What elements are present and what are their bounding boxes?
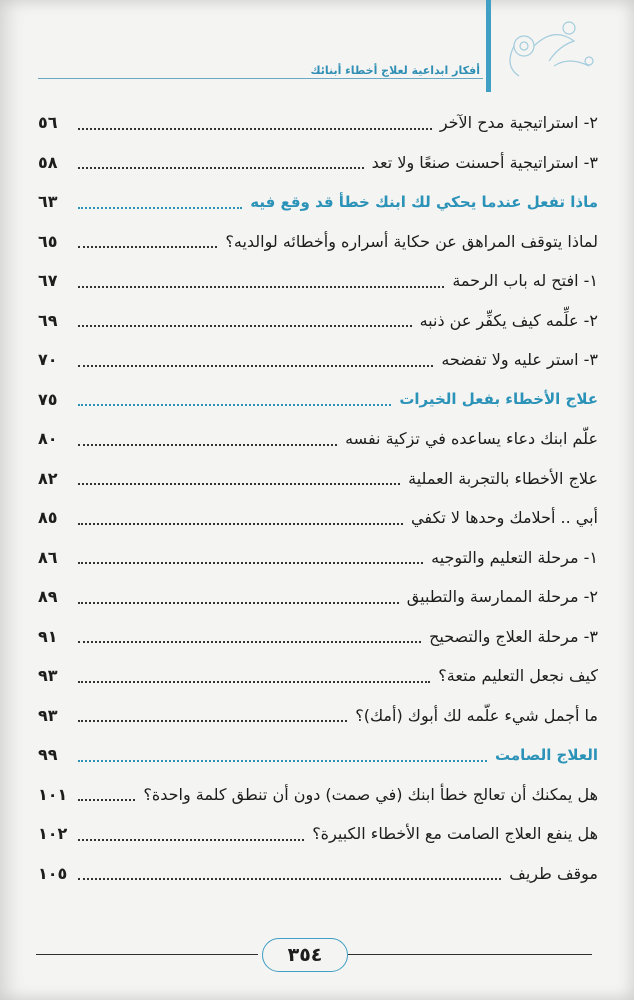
toc-entry-row [38, 340, 598, 380]
toc-entry-title: موقف طريف [509, 863, 598, 883]
toc-page-number: ٧٠ [38, 350, 58, 370]
floral-ornament-icon [494, 6, 614, 86]
toc-page-number: ٦٣ [38, 192, 58, 212]
header-accent-bar [486, 0, 491, 92]
toc-page-number: ٨٥ [38, 508, 58, 528]
dot-leader [78, 523, 403, 525]
toc-section-row [38, 380, 598, 420]
toc-page-number: ٧٥ [38, 389, 58, 409]
toc-entry-title: ١- مرحلة التعليم والتوجيه [431, 547, 598, 567]
dot-leader [78, 760, 487, 762]
dot-leader [78, 602, 399, 604]
toc-section-row [38, 182, 598, 222]
toc-entry-title: ١- افتح له باب الرحمة [452, 271, 598, 291]
toc-section-title: علاج الأخطاء بفعل الخيرات [399, 390, 598, 409]
toc-page-number: ١٠٥ [38, 863, 68, 883]
toc-page-number: ٩٣ [38, 705, 58, 725]
toc-entry-title: ٣- مرحلة العلاج والتصحيح [429, 626, 598, 646]
toc-page-number: ٥٨ [38, 152, 58, 172]
toc-page-number: ١٠١ [38, 784, 68, 804]
dot-leader [78, 167, 364, 169]
toc-section-title: العلاج الصامت [494, 745, 598, 764]
toc-entry-row [38, 538, 598, 578]
toc-page-number: ٩١ [38, 626, 58, 646]
toc-entry-row [38, 498, 598, 538]
toc-entry-title: ما أجمل شيء علّمه لك أبوك (أمك)؟ [355, 705, 598, 725]
footer-rule-left [36, 954, 258, 955]
page-number-badge [262, 938, 348, 972]
toc-entry-title: علاج الأخطاء بالتجربة العملية [408, 468, 598, 488]
toc-entry-row [38, 459, 598, 499]
dot-leader [78, 325, 412, 327]
toc-entry-title: ٢- استراتيجية مدح الآخر [439, 113, 598, 133]
header-rule [38, 78, 483, 79]
dot-leader [78, 681, 430, 683]
dot-leader [78, 878, 501, 880]
toc-section-title: ماذا تفعل عندما يحكي لك ابنك خطأ قد وقع فيه [250, 192, 598, 211]
footer-rule-right [348, 954, 592, 955]
dot-leader [78, 404, 391, 406]
dot-leader [78, 839, 304, 841]
running-title: أفكار ابداعية لعلاج أخطاء أبنائك [306, 64, 484, 77]
toc-entry-row [38, 617, 598, 657]
toc-entry-title: هل ينفع العلاج الصامت مع الأخطاء الكبيرة؟ [312, 824, 598, 844]
toc-entry-row [38, 854, 598, 894]
toc-page-number: ٦٩ [38, 310, 58, 330]
toc-entry-row [38, 656, 598, 696]
toc-page-number: ٨٠ [38, 429, 58, 449]
toc-page-number: ٩٣ [38, 666, 58, 686]
toc-entry-row [38, 261, 598, 301]
toc-page-number: ٩٩ [38, 745, 58, 765]
toc-entry-row [38, 814, 598, 854]
dot-leader [78, 483, 400, 485]
dot-leader [78, 641, 421, 643]
toc-page-number: ١٠٢ [38, 824, 68, 844]
dot-leader [78, 128, 432, 130]
toc-entry-title: لماذا يتوقف المراهق عن حكاية أسراره وأخطائه لوالديه؟ [225, 231, 598, 251]
toc-page-number: ٨٩ [38, 587, 58, 607]
toc-page-number: ٨٢ [38, 468, 58, 488]
toc-entry-title: هل يمكنك أن تعالج خطأ ابنك (في صمت) دون أن تنطق كلمة واحدة؟ [143, 784, 598, 804]
page-header [0, 0, 634, 92]
toc-entry-row [38, 143, 598, 183]
toc-entry-title: كيف نجعل التعليم متعة؟ [438, 666, 598, 686]
toc-entry-row [38, 419, 598, 459]
dot-leader [78, 365, 433, 367]
dot-leader [78, 246, 217, 248]
toc-entry-row [38, 577, 598, 617]
toc-section-row [38, 735, 598, 775]
toc-entry-title: ٢- علِّمه كيف يكفِّر عن ذنبه [419, 310, 598, 330]
toc-entry-row [38, 696, 598, 736]
toc-entry-title: ٣- استراتيجية أحسنت صنعًا ولا تعد [371, 152, 598, 172]
dot-leader [78, 444, 337, 446]
toc-entry-title: أبي .. أحلامك وحدها لا تكفي [411, 508, 598, 528]
toc-entry-title: علّم ابنك دعاء يساعده في تزكية نفسه [345, 429, 598, 449]
toc-page-number: ٦٧ [38, 271, 58, 291]
toc-page-number: ٨٦ [38, 547, 58, 567]
toc-entry-title: ٣- استر عليه ولا تفضحه [441, 350, 598, 370]
table-of-contents [38, 103, 598, 893]
toc-entry-row [38, 301, 598, 341]
dot-leader [78, 720, 347, 722]
dot-leader [78, 286, 444, 288]
toc-entry-row [38, 103, 598, 143]
dot-leader [78, 799, 135, 801]
toc-page-number: ٦٥ [38, 231, 58, 251]
toc-entry-row [38, 222, 598, 262]
page-number: ٣٥٤ [287, 944, 323, 966]
dot-leader [78, 562, 423, 564]
toc-entry-title: ٢- مرحلة الممارسة والتطبيق [406, 587, 598, 607]
toc-entry-row [38, 775, 598, 815]
dot-leader [78, 207, 242, 209]
toc-page-number: ٥٦ [38, 113, 58, 133]
